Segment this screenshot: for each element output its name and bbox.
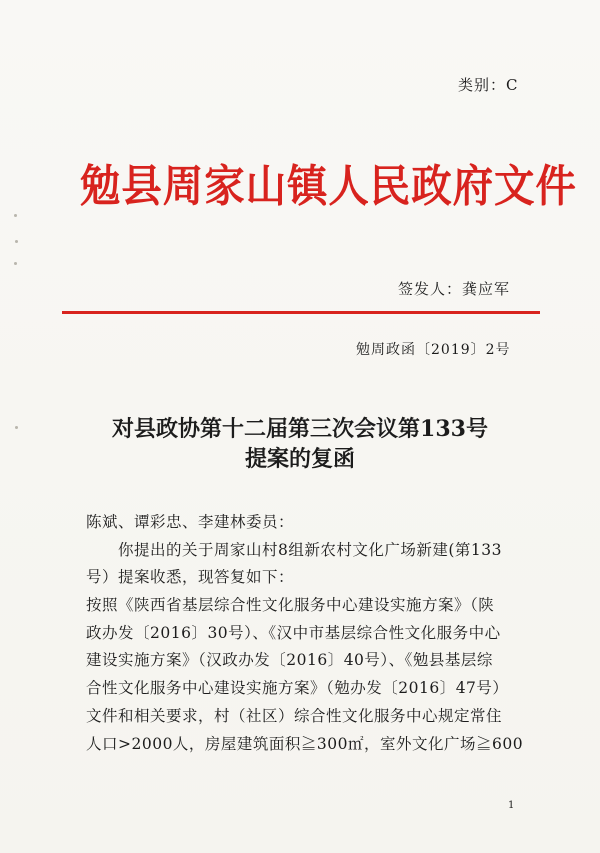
subject-line-2: 提案的复函 [244,446,355,472]
category-label: 类别：C [458,76,519,94]
document-header-title: 勉县周家山镇人民政府文件 [80,161,577,212]
salutation: 陈斌、谭彩忠、李建林委员： [86,513,295,531]
subject-line-1: 对县政协第十二届第三次会议第133号 [112,416,488,442]
body-text [86,509,526,758]
body-row: 号）提案收悉，现答复如下： [86,568,295,587]
body-row: 按照《陕西省基层综合性文化服务中心建设实施方案》（陕 [86,596,495,615]
page-number: 1 [508,800,515,811]
scan-speck [15,426,18,429]
scan-speck [14,214,17,217]
scan-speck [14,262,17,265]
subject-title [60,414,540,474]
body-row: 政办发〔2016〕30号）、《汉中市基层综合性文化服务中心 [86,623,501,642]
body-row: 合性文化服务中心建设实施方案》（勉办发〔2016〕47号） [86,679,509,698]
scan-speck [15,240,18,243]
body-row: 人口>2000人，房屋建筑面积≧300㎡，室外文化广场≧600 [86,734,524,753]
body-row: 文件和相关要求，村（社区）综合性文化服务中心规定常住 [86,706,503,725]
red-divider-rule [62,311,540,314]
signer-line: 签发人：龚应军 [398,280,511,298]
body-row: 建设实施方案》（汉政办发〔2016〕40号）、《勉县基层综 [86,651,493,670]
document-number: 勉周政函〔2019〕2号 [356,342,511,358]
body-row: 你提出的关于周家山村8组新农村文化广场新建(第133 [118,540,502,559]
